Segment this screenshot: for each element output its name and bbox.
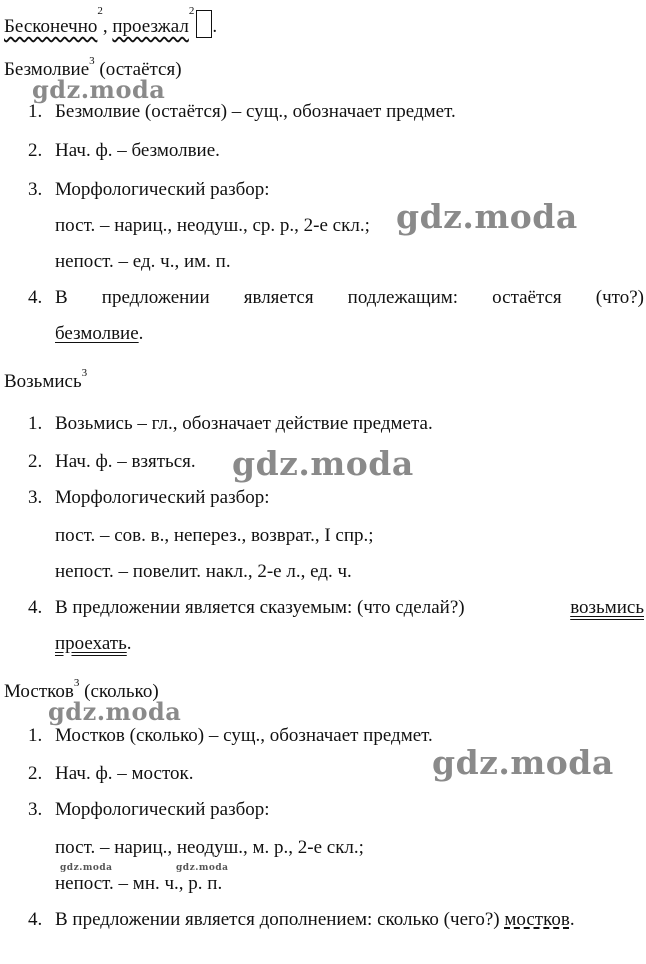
section-3-item-3a: пост. – нариц., неодуш., м. р., 2-е скл.; (55, 837, 364, 858)
section-2-item-4-cont (55, 634, 132, 653)
item-text: Безмолвие (остаётся) – сущ., обозначает предмет. (55, 101, 456, 122)
section-2-word: Возьмись (4, 371, 82, 392)
section-2-item-2 (28, 452, 196, 471)
item-text: Морфологический разбор: (55, 799, 270, 820)
item-number: 3. (28, 179, 43, 200)
section-1-item-3 (28, 180, 270, 199)
section-3-word: Мостков (4, 681, 74, 702)
header-word-2: проезжал (112, 16, 189, 37)
watermark: gdz.moda (176, 863, 229, 873)
section-1-item-4 (28, 288, 644, 307)
item-text: В предложении является подлежащим: остаётся (что?) (55, 287, 644, 308)
period: . (569, 909, 575, 930)
item-text: Морфологический разбор: (55, 487, 270, 508)
item-number: 2. (28, 451, 43, 472)
section-2-title (4, 367, 88, 392)
predicate-word: возьмись (570, 597, 644, 618)
header-separator: , (102, 16, 113, 37)
section-1-item-3b: непост. – ед. ч., им. п. (55, 251, 231, 272)
period: . (126, 633, 132, 654)
section-2-item-4 (28, 598, 644, 617)
section-3-item-4 (28, 910, 575, 929)
item-text: Нач. ф. – безмолвие. (55, 140, 220, 161)
predicate-word-2: проехать (55, 633, 127, 654)
item-text: Нач. ф. – мосток. (55, 763, 194, 784)
watermark: gdz.moda (432, 743, 614, 782)
item-number: 2. (28, 140, 43, 161)
item-number: 3. (28, 487, 43, 508)
section-3-item-3 (28, 800, 270, 819)
section-1-item-1 (28, 102, 456, 121)
item-text: Мостков (сколько) – сущ., обозначает предмет. (55, 725, 433, 746)
section-1-sup: 3 (89, 55, 95, 67)
subject-word: безмолвие (55, 323, 139, 344)
item-text: В предложении является сказуемым: (что сделай?) (55, 597, 465, 618)
item-text: Нач. ф. – взяться. (55, 451, 196, 472)
section-3-note: (сколько) (79, 681, 159, 702)
watermark: gdz.moda (396, 197, 578, 236)
item-text: Возьмись – гл., обозначает действие предмета. (55, 413, 433, 434)
header-sup-2: 2 (188, 5, 195, 17)
item-number: 1. (28, 101, 43, 122)
item-number: 4. (28, 909, 43, 930)
section-1-item-4-cont (55, 324, 143, 343)
watermark: gdz.moda (232, 444, 414, 483)
section-1-item-2 (28, 141, 220, 160)
item-number: 2. (28, 763, 43, 784)
watermark: gdz.moda (32, 75, 166, 104)
section-2-item-1 (28, 414, 433, 433)
header-line (4, 5, 218, 38)
header-end: . (212, 16, 218, 37)
header-word-1: Бесконечно (4, 16, 98, 37)
watermark: gdz.moda (60, 863, 113, 873)
item-number: 1. (28, 413, 43, 434)
section-2-sup: 3 (81, 367, 88, 379)
section-2-item-3 (28, 488, 270, 507)
section-3-item-3b: непост. – мн. ч., р. п. (55, 873, 223, 894)
item-text: В предложении является дополнением: сколько (чего?) (55, 909, 505, 930)
section-3-item-1 (28, 726, 433, 745)
item-number: 1. (28, 725, 43, 746)
item-text: Морфологический разбор: (55, 179, 270, 200)
item-4-lead (28, 598, 465, 617)
object-word: мостков (504, 909, 570, 930)
section-3-sup: 3 (73, 677, 80, 689)
section-2-item-3b: непост. – повелит. накл., 2-е л., ед. ч. (55, 561, 352, 582)
blank-box (196, 10, 212, 38)
item-number: 4. (28, 597, 43, 618)
section-1-note: (остаётся) (94, 59, 182, 80)
section-3-item-2 (28, 764, 193, 783)
item-number: 4. (28, 287, 43, 308)
watermark: gdz.moda (48, 697, 182, 726)
section-2-item-3a: пост. – сов. в., неперез., возврат., I спр.; (55, 525, 374, 546)
section-1-word: Безмолвие (4, 59, 90, 80)
item-number: 3. (28, 799, 43, 820)
period: . (138, 323, 144, 344)
section-1-item-3a: пост. – нариц., неодуш., ср. р., 2-е скл.; (55, 215, 370, 236)
header-sup-1: 2 (97, 5, 103, 17)
